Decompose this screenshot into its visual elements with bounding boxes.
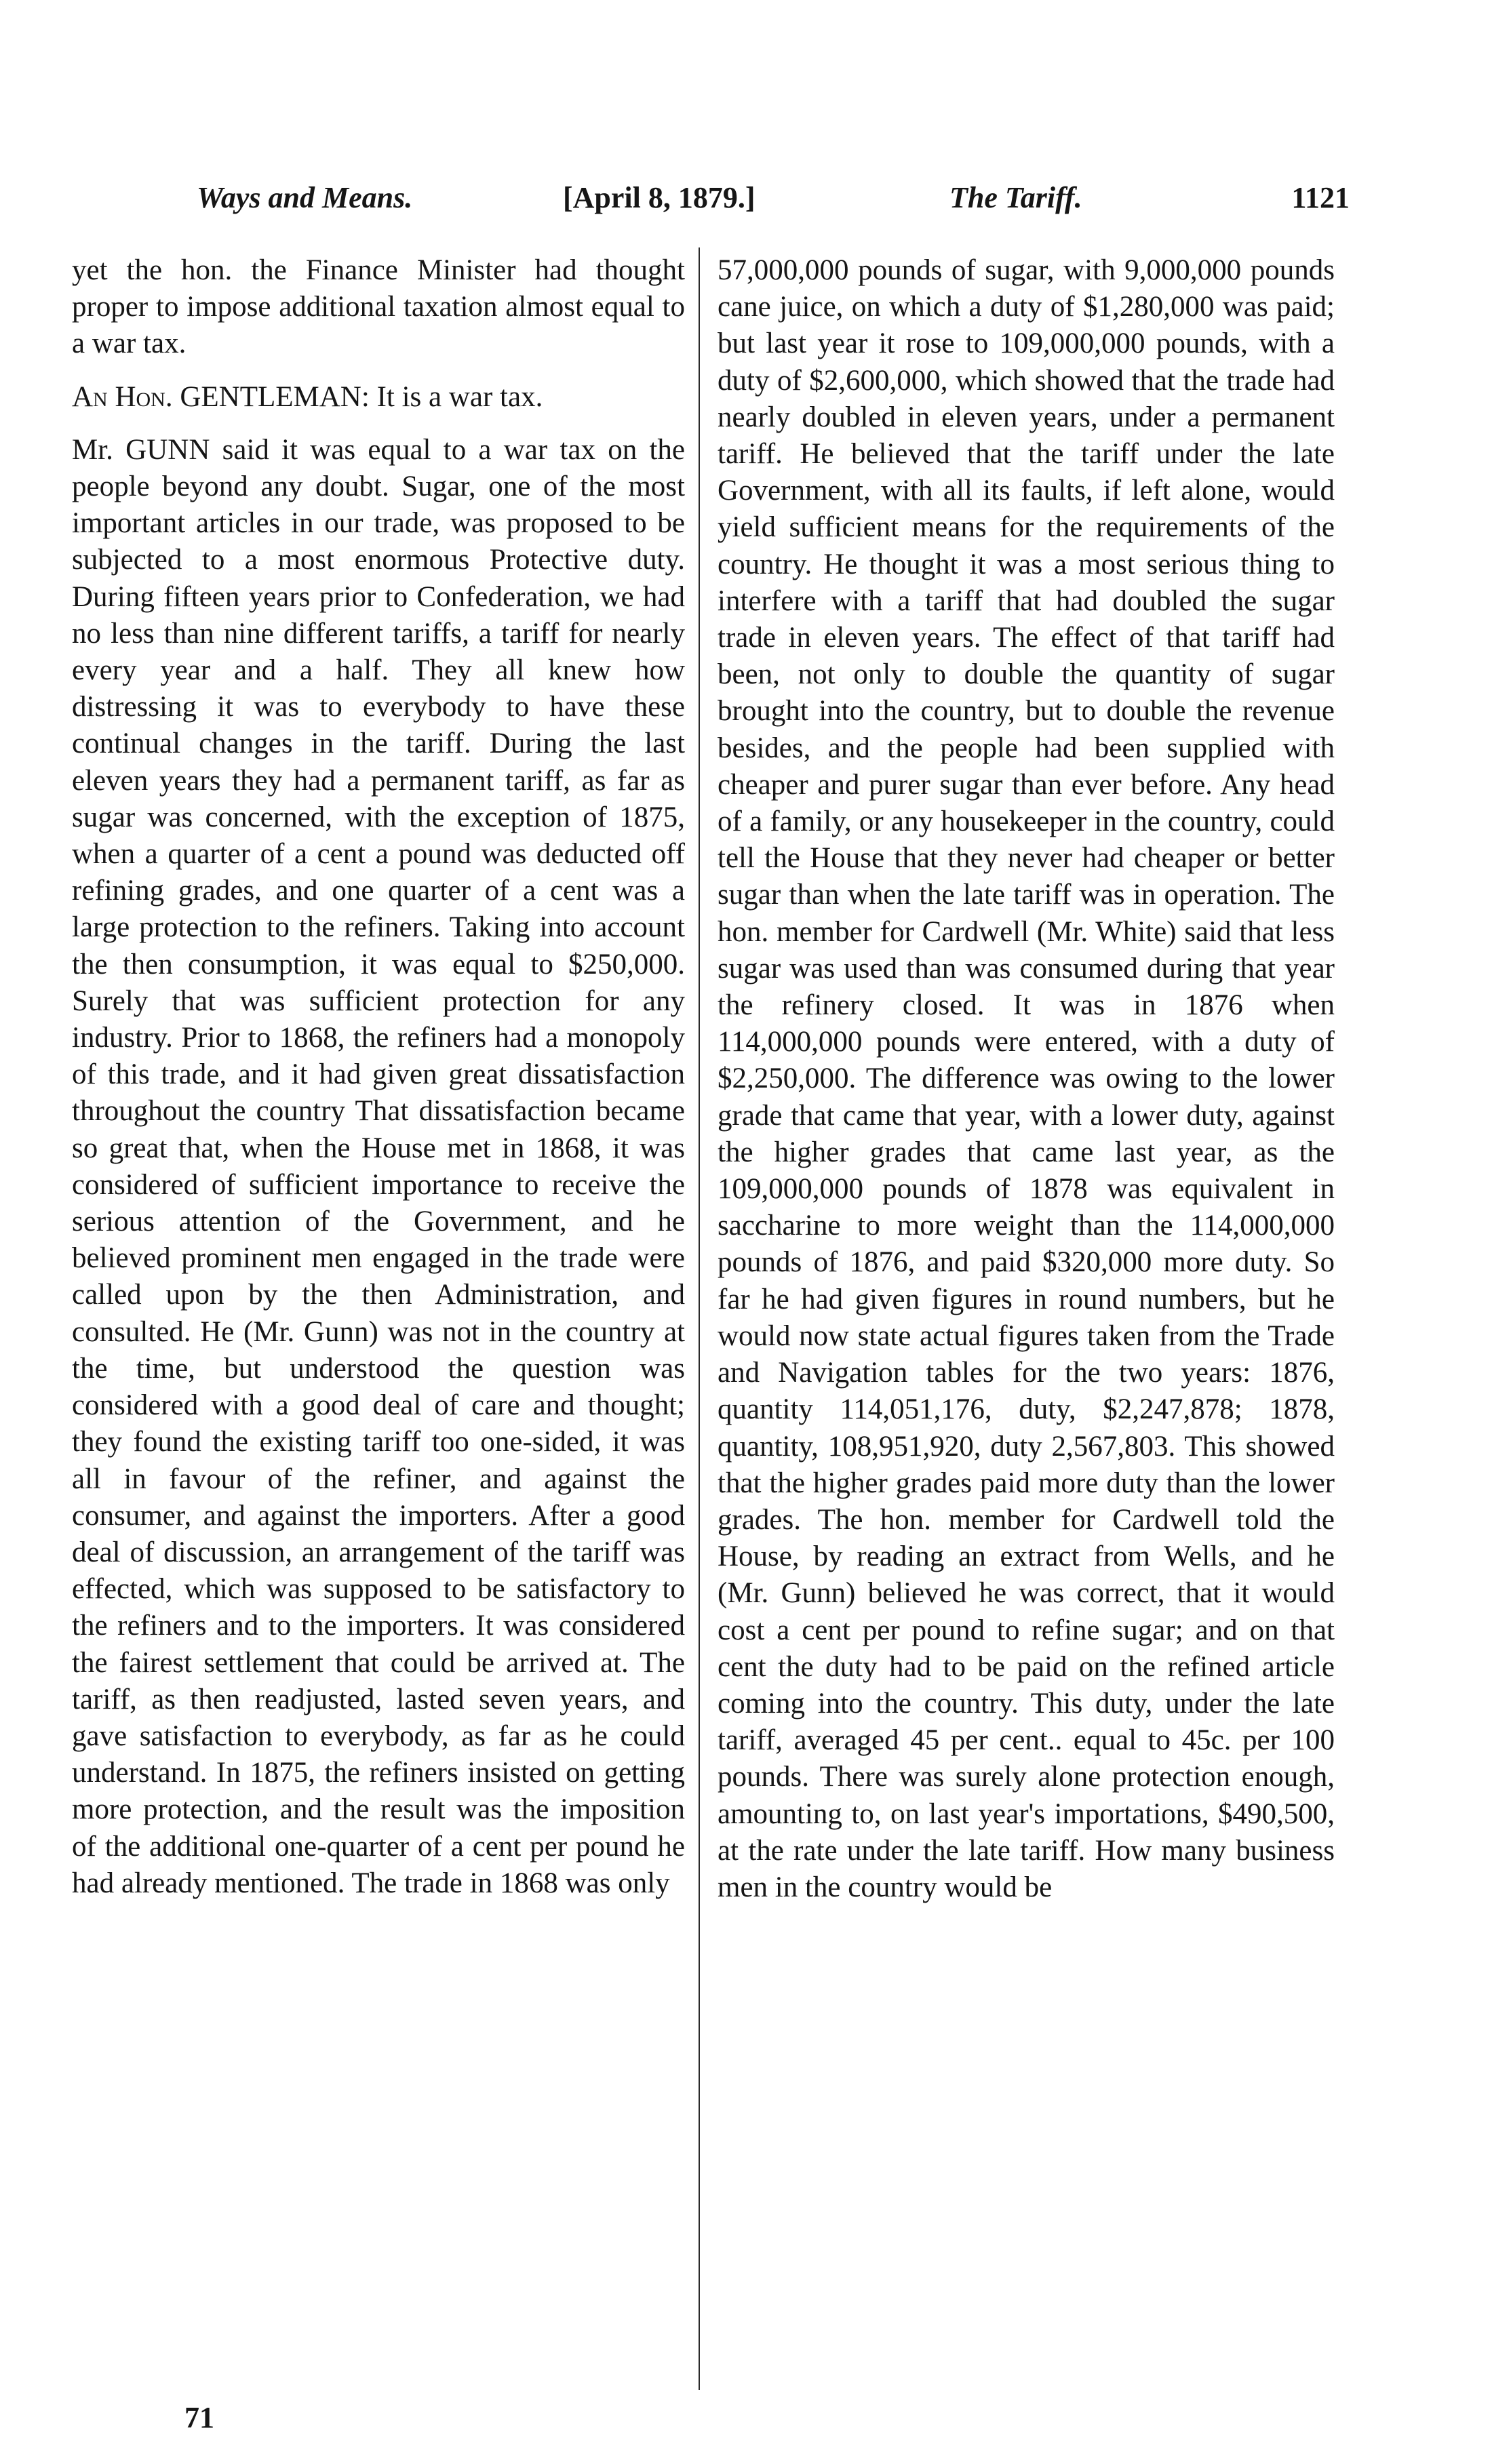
column-divider [699, 247, 700, 2390]
header-section: Ways and Means. [197, 181, 413, 214]
running-header [197, 178, 1350, 218]
paragraph: 57,000,000 pounds of sugar, with 9,000,000 pounds cane juice, on which a duty of $1,280,000 was paid; but last year it rose to 109,000,000 pounds, with a duty of $2,600,000, which showed that the trade had nearly doubled in eleven years, under a permanent tariff. He believed that the tariff under the late Government, with all its faults, if left alone, would yield sufficient means for the requirements of the country. He thought it was a most serious thing to interfere with a tariff that had doubled the sugar trade in eleven years. The effect of that tariff had been, not only to double the quantity of sugar brought into the country, but to double the revenue besides, and the people had been supplied with cheaper and purer sugar than ever before. Any head of a family, or any housekeeper in the country, could tell the House that they never had cheaper or better sugar than when the late tariff was in operation. The hon. member for Cardwell (Mr. White) said that less sugar was used than was consumed during that year the refinery closed. It was in 1876 when 114,000,000 pounds were entered, with a duty of $2,250,000. The difference was owing to the lower grade that came that year, with a lower duty, against the higher grades that came last year, as the 109,000,000 pounds of 1878 was equivalent in saccharine to more weight than the 114,000,000 pounds of 1876, and paid $320,000 more duty. So far he had given figures in round numbers, but he would now state actual figures taken from the Trade and Navigation tables for the two years: 1876, quantity 114,051,176, duty, $2,247,878; 1878, quantity, 108,951,920, duty 2,567,803. This showed that the higher grades paid more duty than the lower grades. The hon. member for Cardwell told the House, by reading an extract from Wells, and he (Mr. Gunn) believed he was correct, that it would cost a cent per pound to refine sugar; and on that cent the duty had to be paid on the refined article coming into the country. This duty, under the late tariff, averaged 45 per cent.. equal to 45c. per 100 pounds. There was surely alone protection enough, amounting to, on last year's importations, $490,500, at the rate under the late tariff. How many business men in the country would be [718, 254, 1335, 1903]
paragraph [72, 379, 685, 416]
paragraph: yet the hon. the Finance Minister had thought proper to impose additional taxation almost equal to a war tax. [72, 254, 685, 360]
page-number: 1121 [1291, 181, 1350, 214]
speech-text: It is a war tax. [376, 380, 543, 413]
signature-mark: 71 [184, 2401, 214, 2434]
header-date: [April 8, 1879.] [563, 181, 756, 214]
speech-text: said it was equal to a war tax on the people beyond any doubt. Sugar, one of the most important articles in our trade, was proposed to be subjected to a most enormous Protective duty. During fifteen years prior to Confederation, we had no less than nine different tariffs, a tariff for nearly every year and a half. They all knew how distressing it was to everybody to have these continual changes in the tariff. During the last eleven years they had a permanent tariff, as far as sugar was concerned, with the exception of 1875, when a quarter of a cent a pound was deducted off refining grades, and one quarter of a cent was a large protection to the refiners. Taking into account the then consumption, it was equal to $250,000. Surely that was sufficient protection for any industry. Prior to 1868, the refiners had a monopoly of this trade, and it had given great dissatisfaction throughout the country That dissatisfaction became so great that, when the House met in 1868, it was considered of sufficient importance to receive the serious attention of the Government, and he believed prominent men engaged in the trade were called upon by the then Administration, and consulted. He (Mr. Gunn) was not in the country at the time, but understood the question was considered with a good deal of care and thought; they found the existing tariff too one-sided, it was all in favour of the refiner, and against the consumer, and against the importers. After a good deal of discussion, an arrangement of the tariff was effected, which was supposed to be satisfactory to the refiners and to the importers. It was considered the fairest settlement that could be arrived at. The tariff, as then readjusted, lasted seven years, and gave satisfaction to everybody, as far as he could understand. In 1875, the refiners insisted on getting more protection, and the result was the imposition of the additional one-quarter of a cent per pound he had already mentioned. The trade in 1868 was only [72, 433, 685, 1899]
left-column [72, 252, 685, 1902]
right-column [718, 252, 1335, 1906]
header-topic: The Tariff. [949, 181, 1082, 214]
speaker-name: An Hon. GENTLEMAN: [72, 380, 370, 413]
speaker-name: Mr. GUNN [72, 433, 210, 466]
paragraph [72, 432, 685, 1902]
